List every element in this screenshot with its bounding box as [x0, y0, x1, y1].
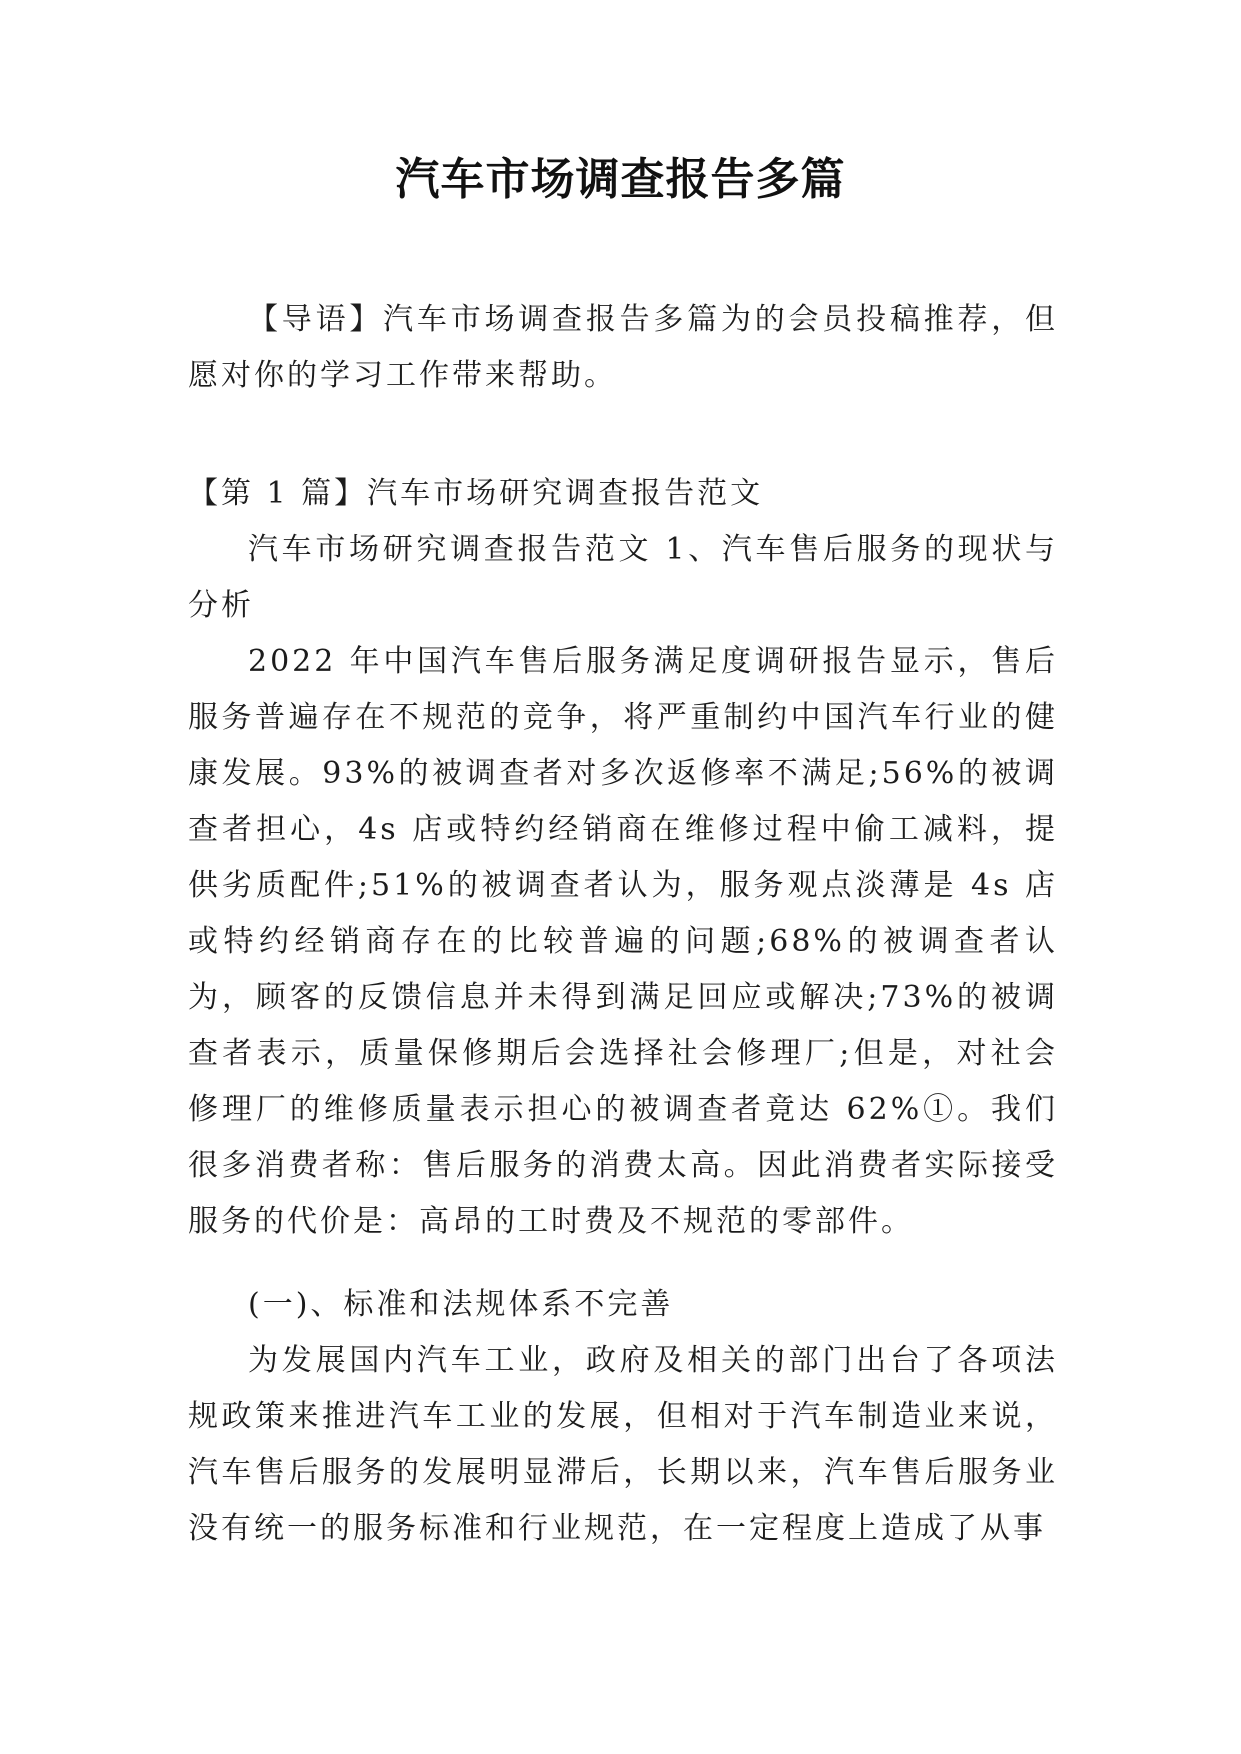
body-paragraph: 为发展国内汽车工业，政府及相关的部门出台了各项法规政策来推进汽车工业的发展，但相对于汽车制造业来说，汽车售后服务的发展明显滞后，长期以来，汽车售后服务业没有统一的服务标准和行业规范，在一定程度上造成了从事 [188, 1343, 1058, 1546]
subsection-heading: (一)、标准和法规体系不完善 [248, 1287, 674, 1322]
body-paragraph: 2022 年中国汽车售后服务满足度调研报告显示，售后服务普遍存在不规范的竞争，将严重制约中国汽车行业的健康发展。93%的被调查者对多次返修率不满足;56%的被调查者担心，4s 店或特约经销商在维修过程中偷工减料，提供劣质配件;51%的被调查者认为，服务观点淡薄是 4s 店或特约经销商存在的比较普遍的问题;68%的被调查者认为，顾客的反馈信息并未得到满足回应或解决;73%的被调查者表示，质量保修期后会选择社会修理厂;但是，对社会修理厂的维修质量表示担心的被调查者竟达 62%①。我们很多消费者称：售后服务的消费太高。因此消费者实际接受服务的代价是：高昂的工时费及不规范的零部件。 [188, 644, 1058, 1239]
section-heading: 【第 1 篇】汽车市场研究调查报告范文 [188, 476, 764, 511]
document-title: 汽车市场调查报告多篇 [395, 154, 846, 205]
intro-paragraph: 【导语】汽车市场调查报告多篇为的会员投稿推荐，但愿对你的学习工作带来帮助。 [188, 302, 1058, 393]
body-paragraph: 汽车市场研究调查报告范文 1、汽车售后服务的现状与分析 [188, 532, 1058, 623]
